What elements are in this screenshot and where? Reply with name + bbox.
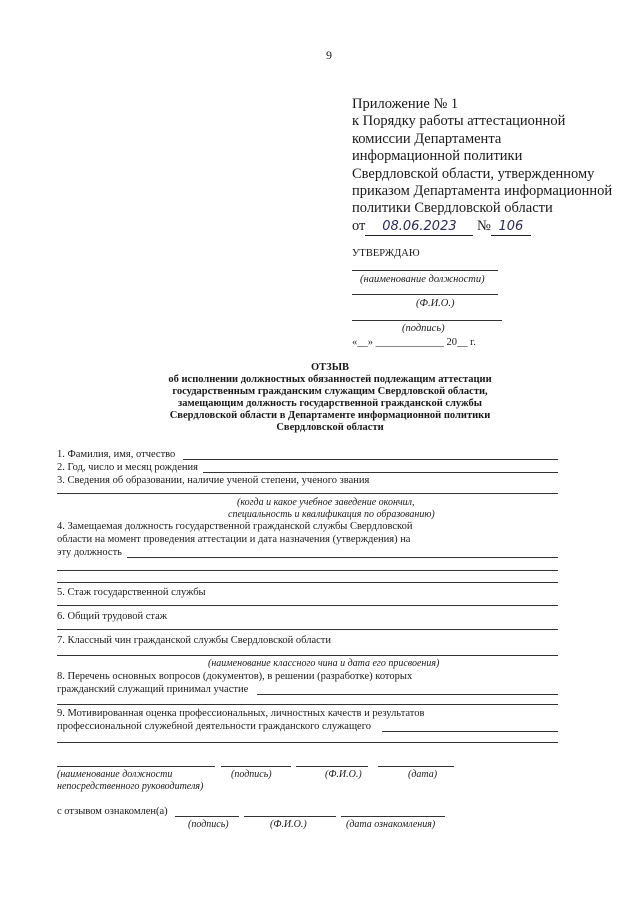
appendix-date-number: [352, 218, 612, 236]
title-line: Свердловской области в Департаменте информационной политики: [169, 410, 491, 421]
item-9-line-1: 9. Мотивированная оценка профессиональных, личностных качеств и результатов: [57, 708, 425, 719]
item-3-caption-2: специальность и квалификация по образованию): [228, 509, 435, 520]
fam-signature-caption: (подпись): [188, 819, 229, 830]
item-6-label: 6. Общий трудовой стаж: [57, 611, 168, 622]
number-prefix: №: [477, 217, 491, 234]
item-8-line-2: гражданский служащий принимал участие: [57, 684, 249, 695]
appendix-line: информационной политики: [352, 148, 523, 165]
appendix-line: Свердловской области, утвержденному: [352, 165, 595, 182]
item-4-line-2: области на момент проведения аттестации и дата назначения (утверждения) на: [57, 534, 411, 545]
handwritten-number: 106: [491, 218, 531, 236]
item-8-answer-line: [57, 704, 558, 705]
approval-date-line: «__» _____________ 20__ г.: [352, 337, 476, 348]
item-4-line-1: 4. Замещаемая должность государственной гражданской службы Свердловской: [57, 521, 413, 532]
title-line: замещающим должность государственной гражданской службы: [178, 398, 482, 409]
item-4-answer-line: [57, 570, 558, 571]
item-7-caption: (наименование классного чина и дата его присвоения): [208, 658, 440, 669]
item-9-answer-line: [57, 742, 558, 743]
item-1-line: [183, 459, 558, 460]
manager-date-caption: (дата): [408, 769, 438, 780]
item-8-line-1: 8. Перечень основных вопросов (документов), в решении (разработке) которых: [57, 671, 413, 682]
item-4-answer-line: [57, 582, 558, 583]
fam-date-caption: (дата ознакомления): [346, 819, 436, 830]
title-line: государственным гражданским служащим Свердловской области,: [172, 386, 488, 397]
item-5-line: [57, 605, 558, 606]
manager-fio-line: [296, 766, 368, 767]
manager-signature-caption: (подпись): [231, 769, 272, 780]
item-4-answer-line: [127, 557, 558, 558]
approval-fio-line: [352, 294, 498, 295]
item-9-line-2: профессиональной служебной деятельности гражданского служащего: [57, 721, 371, 732]
item-2-label: 2. Год, число и месяц рождения: [57, 462, 198, 473]
fam-fio-caption: (Ф.И.О.): [270, 819, 307, 830]
item-7-line: [57, 655, 558, 656]
fam-date-line: [341, 816, 445, 817]
manager-position-caption-1: (наименование должности: [57, 769, 173, 780]
approval-position-caption: (наименование должности): [360, 274, 485, 285]
appendix-block: [352, 96, 612, 236]
item-3-label: 3. Сведения об образовании, наличие ученой степени, ученого звания: [57, 475, 370, 486]
page-number: 9: [326, 48, 332, 62]
appendix-line: политики Свердловской области: [352, 200, 553, 217]
approval-heading: УТВЕРЖДАЮ: [352, 248, 420, 259]
appendix-line: комиссии Департамента: [352, 130, 502, 147]
item-6-line: [57, 629, 558, 630]
fam-signature-line: [175, 816, 239, 817]
appendix-line: Приложение № 1: [352, 96, 459, 112]
title-line: Свердловской области: [276, 422, 384, 433]
item-1-label: 1. Фамилия, имя, отчество: [57, 449, 176, 460]
item-3-caption-1: (когда и какое учебное заведение окончил,: [237, 497, 415, 508]
approval-signature-line: [352, 320, 502, 321]
fam-fio-line: [244, 816, 336, 817]
approval-position-line: [352, 270, 498, 271]
from-prefix: от: [352, 217, 366, 234]
document-title: ОТЗЫВ: [310, 362, 350, 373]
approval-signature-caption: (подпись): [402, 323, 445, 334]
manager-date-line: [378, 766, 454, 767]
handwritten-date: 08.06.2023: [365, 218, 473, 236]
item-8-answer-line: [257, 694, 558, 695]
item-3-line: [57, 493, 558, 494]
appendix-line: приказом Департамента информационной: [352, 183, 613, 200]
manager-position-line: [57, 766, 215, 767]
manager-position-caption-2: непосредственного руководителя): [57, 781, 204, 792]
familiarized-label: с отзывом ознакомлен(а): [57, 806, 168, 817]
appendix-line: к Порядку работы аттестационной: [352, 113, 566, 130]
manager-fio-caption: (Ф.И.О.): [325, 769, 362, 780]
title-line: об исполнении должностных обязанностей подлежащим аттестации: [168, 374, 492, 385]
approval-fio-caption: (Ф.И.О.): [416, 298, 455, 309]
item-5-label: 5. Стаж государственной службы: [57, 587, 206, 598]
item-4-line-3: эту должность: [57, 547, 122, 558]
manager-signature-line: [221, 766, 291, 767]
item-9-answer-line: [382, 731, 558, 732]
item-7-label: 7. Классный чин гражданской службы Свердловской области: [57, 635, 331, 646]
item-2-line: [203, 472, 558, 473]
